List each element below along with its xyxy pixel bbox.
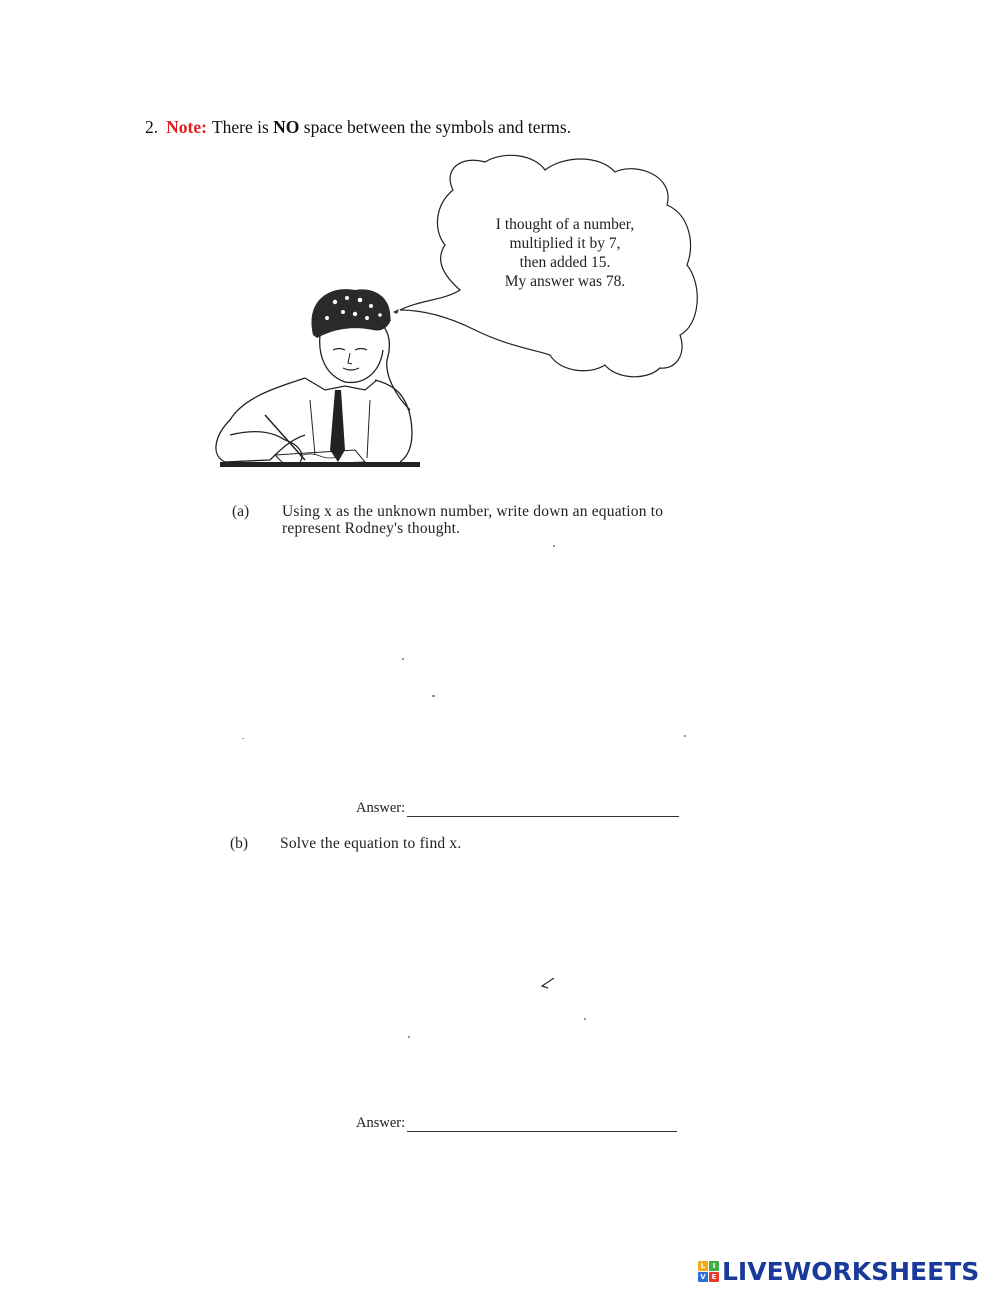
part-b-answer-label: Answer: xyxy=(356,1115,406,1131)
shirt xyxy=(216,378,412,462)
part-a-answer-row xyxy=(356,798,679,817)
logo-text: LIVEWORKSHEETS xyxy=(722,1257,980,1286)
scan-speck xyxy=(402,658,404,660)
pen-mark xyxy=(538,976,558,992)
part-a-answer-input[interactable] xyxy=(407,798,679,817)
logo-mark-letter: V xyxy=(698,1272,708,1282)
part-b-answer-input[interactable] xyxy=(407,1113,677,1132)
instruction-text-before: There is xyxy=(211,117,269,137)
part-a-question-line-2: represent Rodney's thought. xyxy=(282,520,461,537)
scan-speck xyxy=(584,1018,586,1020)
writing-arm xyxy=(230,432,302,462)
thought-line-2: multiplied it by 7, xyxy=(509,235,621,252)
hair xyxy=(311,289,390,338)
thought-line-1: I thought of a number, xyxy=(495,216,635,233)
part-a-question xyxy=(282,503,722,537)
scan-speck xyxy=(242,738,244,739)
thinking-student-illustration xyxy=(205,150,705,480)
logo-mark-letter: I xyxy=(709,1261,719,1271)
hand-on-head xyxy=(375,320,410,410)
part-b-question: Solve the equation to find x. xyxy=(280,835,462,852)
desk xyxy=(220,462,420,467)
logo-mark-icon xyxy=(698,1261,719,1282)
thought-bubble-text xyxy=(450,215,680,291)
part-b-answer-row xyxy=(356,1113,677,1132)
scan-speck xyxy=(553,545,555,547)
thought-line-4: My answer was 78. xyxy=(504,273,626,290)
instruction-text-after: space between the symbols and terms. xyxy=(303,117,572,137)
instruction-line xyxy=(145,117,571,138)
part-a-label: (a) xyxy=(232,503,250,520)
question-number: 2. xyxy=(145,117,159,137)
thought-line-3: then added 15. xyxy=(519,254,611,271)
liveworksheets-logo xyxy=(698,1257,979,1286)
logo-mark-letter: L xyxy=(698,1261,708,1271)
part-a-question-line-1: Using x as the unknown number, write down an equation to xyxy=(282,503,664,520)
note-label: Note: xyxy=(166,117,207,137)
face xyxy=(320,335,383,382)
scan-speck xyxy=(684,735,686,737)
logo-mark-letter: E xyxy=(709,1272,719,1282)
part-b-label: (b) xyxy=(230,835,249,852)
part-a-answer-label: Answer: xyxy=(356,800,406,816)
scan-speck xyxy=(408,1036,410,1038)
scan-speck xyxy=(432,695,435,697)
instruction-emphasis: NO xyxy=(273,117,300,137)
